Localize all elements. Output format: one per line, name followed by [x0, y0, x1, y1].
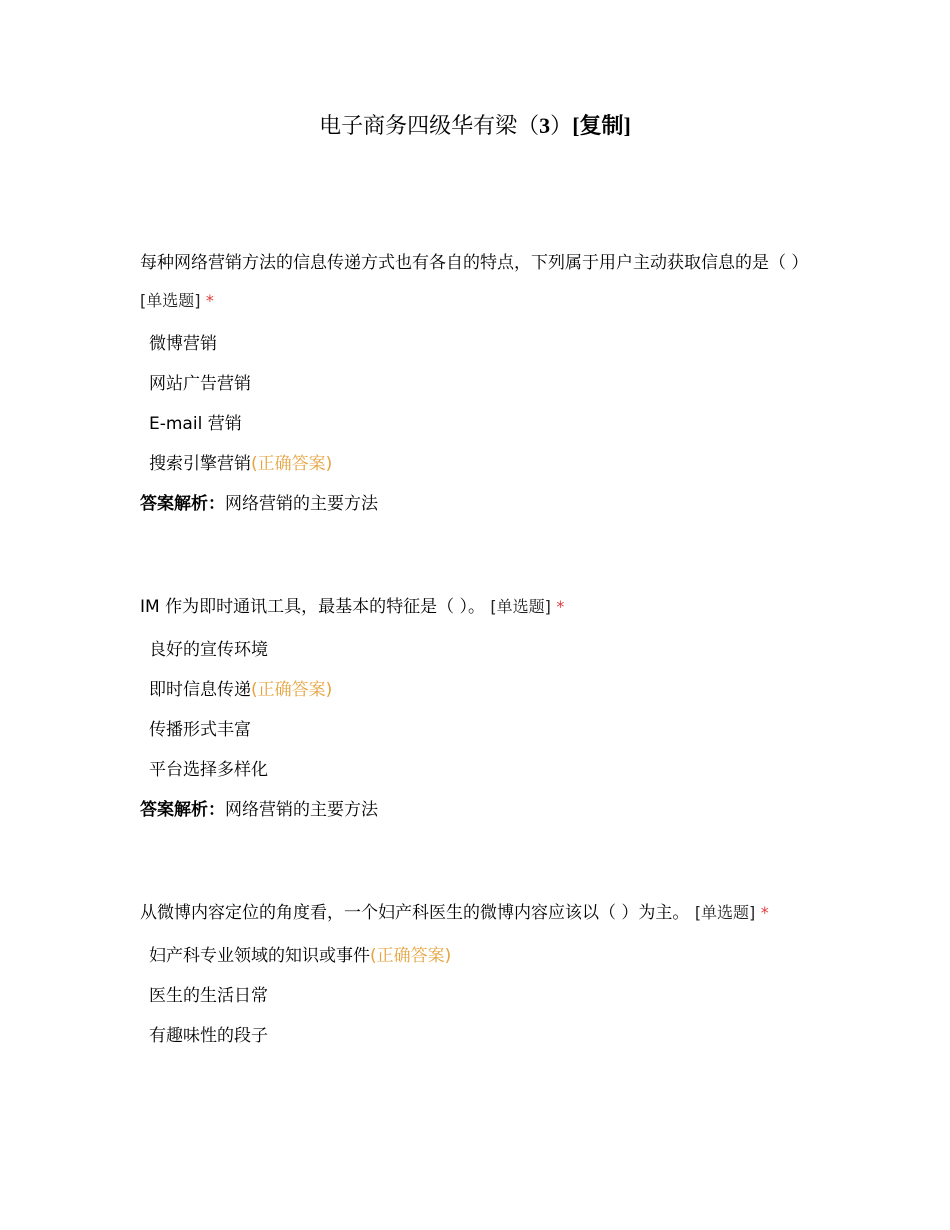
required-mark: *	[205, 291, 214, 310]
option-label: 有趣味性的段子	[149, 1026, 268, 1046]
question-type: [单选题]	[694, 903, 756, 922]
option-item[interactable]	[140, 1016, 820, 1056]
question-1	[140, 245, 820, 524]
question-prompt: 从微博内容定位的角度看，一个妇产科医生的微博内容应该以（ ）为主。	[140, 903, 690, 923]
option-item[interactable]	[140, 364, 820, 404]
option-item[interactable]	[140, 630, 820, 670]
question-text	[140, 894, 820, 932]
option-item[interactable]	[140, 444, 820, 484]
required-mark: *	[760, 903, 769, 922]
question-type: [单选题]	[140, 291, 201, 310]
question-text	[140, 245, 820, 320]
option-label: 搜索引擎营销	[149, 454, 251, 474]
analysis-text: 网络营销的主要方法	[225, 494, 378, 514]
option-label: E-mail 营销	[149, 414, 242, 434]
answer-analysis	[140, 790, 820, 830]
option-item[interactable]	[140, 750, 820, 790]
option-list	[140, 936, 820, 1056]
analysis-label: 答案解析：	[140, 494, 225, 514]
answer-analysis	[140, 484, 820, 524]
page-title	[0, 110, 950, 142]
option-label: 网站广告营销	[149, 374, 251, 394]
required-mark: *	[556, 597, 565, 616]
option-label: 传播形式丰富	[149, 720, 251, 740]
option-label: 平台选择多样化	[149, 760, 268, 780]
question-text	[140, 588, 820, 626]
correct-answer-tag: (正确答案)	[370, 946, 452, 966]
question-prompt: IM 作为即时通讯工具，最基本的特征是（ ）。	[140, 597, 485, 617]
page-title-close: ）	[550, 113, 573, 138]
option-item[interactable]	[140, 936, 820, 976]
page-title-number: 3	[539, 113, 551, 138]
page-title-copy-tag: [复制]	[572, 113, 631, 138]
page-title-main: 电子商务四级华有梁（	[319, 113, 540, 138]
option-list	[140, 630, 820, 790]
option-item[interactable]	[140, 324, 820, 364]
option-list	[140, 324, 820, 484]
option-item[interactable]	[140, 404, 820, 444]
option-label: 良好的宣传环境	[149, 640, 268, 660]
option-label: 妇产科专业领域的知识或事件	[149, 946, 370, 966]
option-label: 即时信息传递	[149, 680, 251, 700]
analysis-label: 答案解析：	[140, 800, 225, 820]
question-prompt: 每种网络营销方法的信息传递方式也有各自的特点，下列属于用户主动获取信息的是（ ）	[140, 253, 809, 273]
option-label: 微博营销	[149, 334, 217, 354]
option-item[interactable]	[140, 670, 820, 710]
option-item[interactable]	[140, 976, 820, 1016]
option-label: 医生的生活日常	[149, 986, 268, 1006]
question-3	[140, 894, 820, 1056]
correct-answer-tag: (正确答案)	[251, 680, 333, 700]
question-2	[140, 588, 820, 830]
correct-answer-tag: (正确答案)	[251, 454, 333, 474]
option-item[interactable]	[140, 710, 820, 750]
analysis-text: 网络营销的主要方法	[225, 800, 378, 820]
question-type: [单选题]	[490, 597, 551, 616]
